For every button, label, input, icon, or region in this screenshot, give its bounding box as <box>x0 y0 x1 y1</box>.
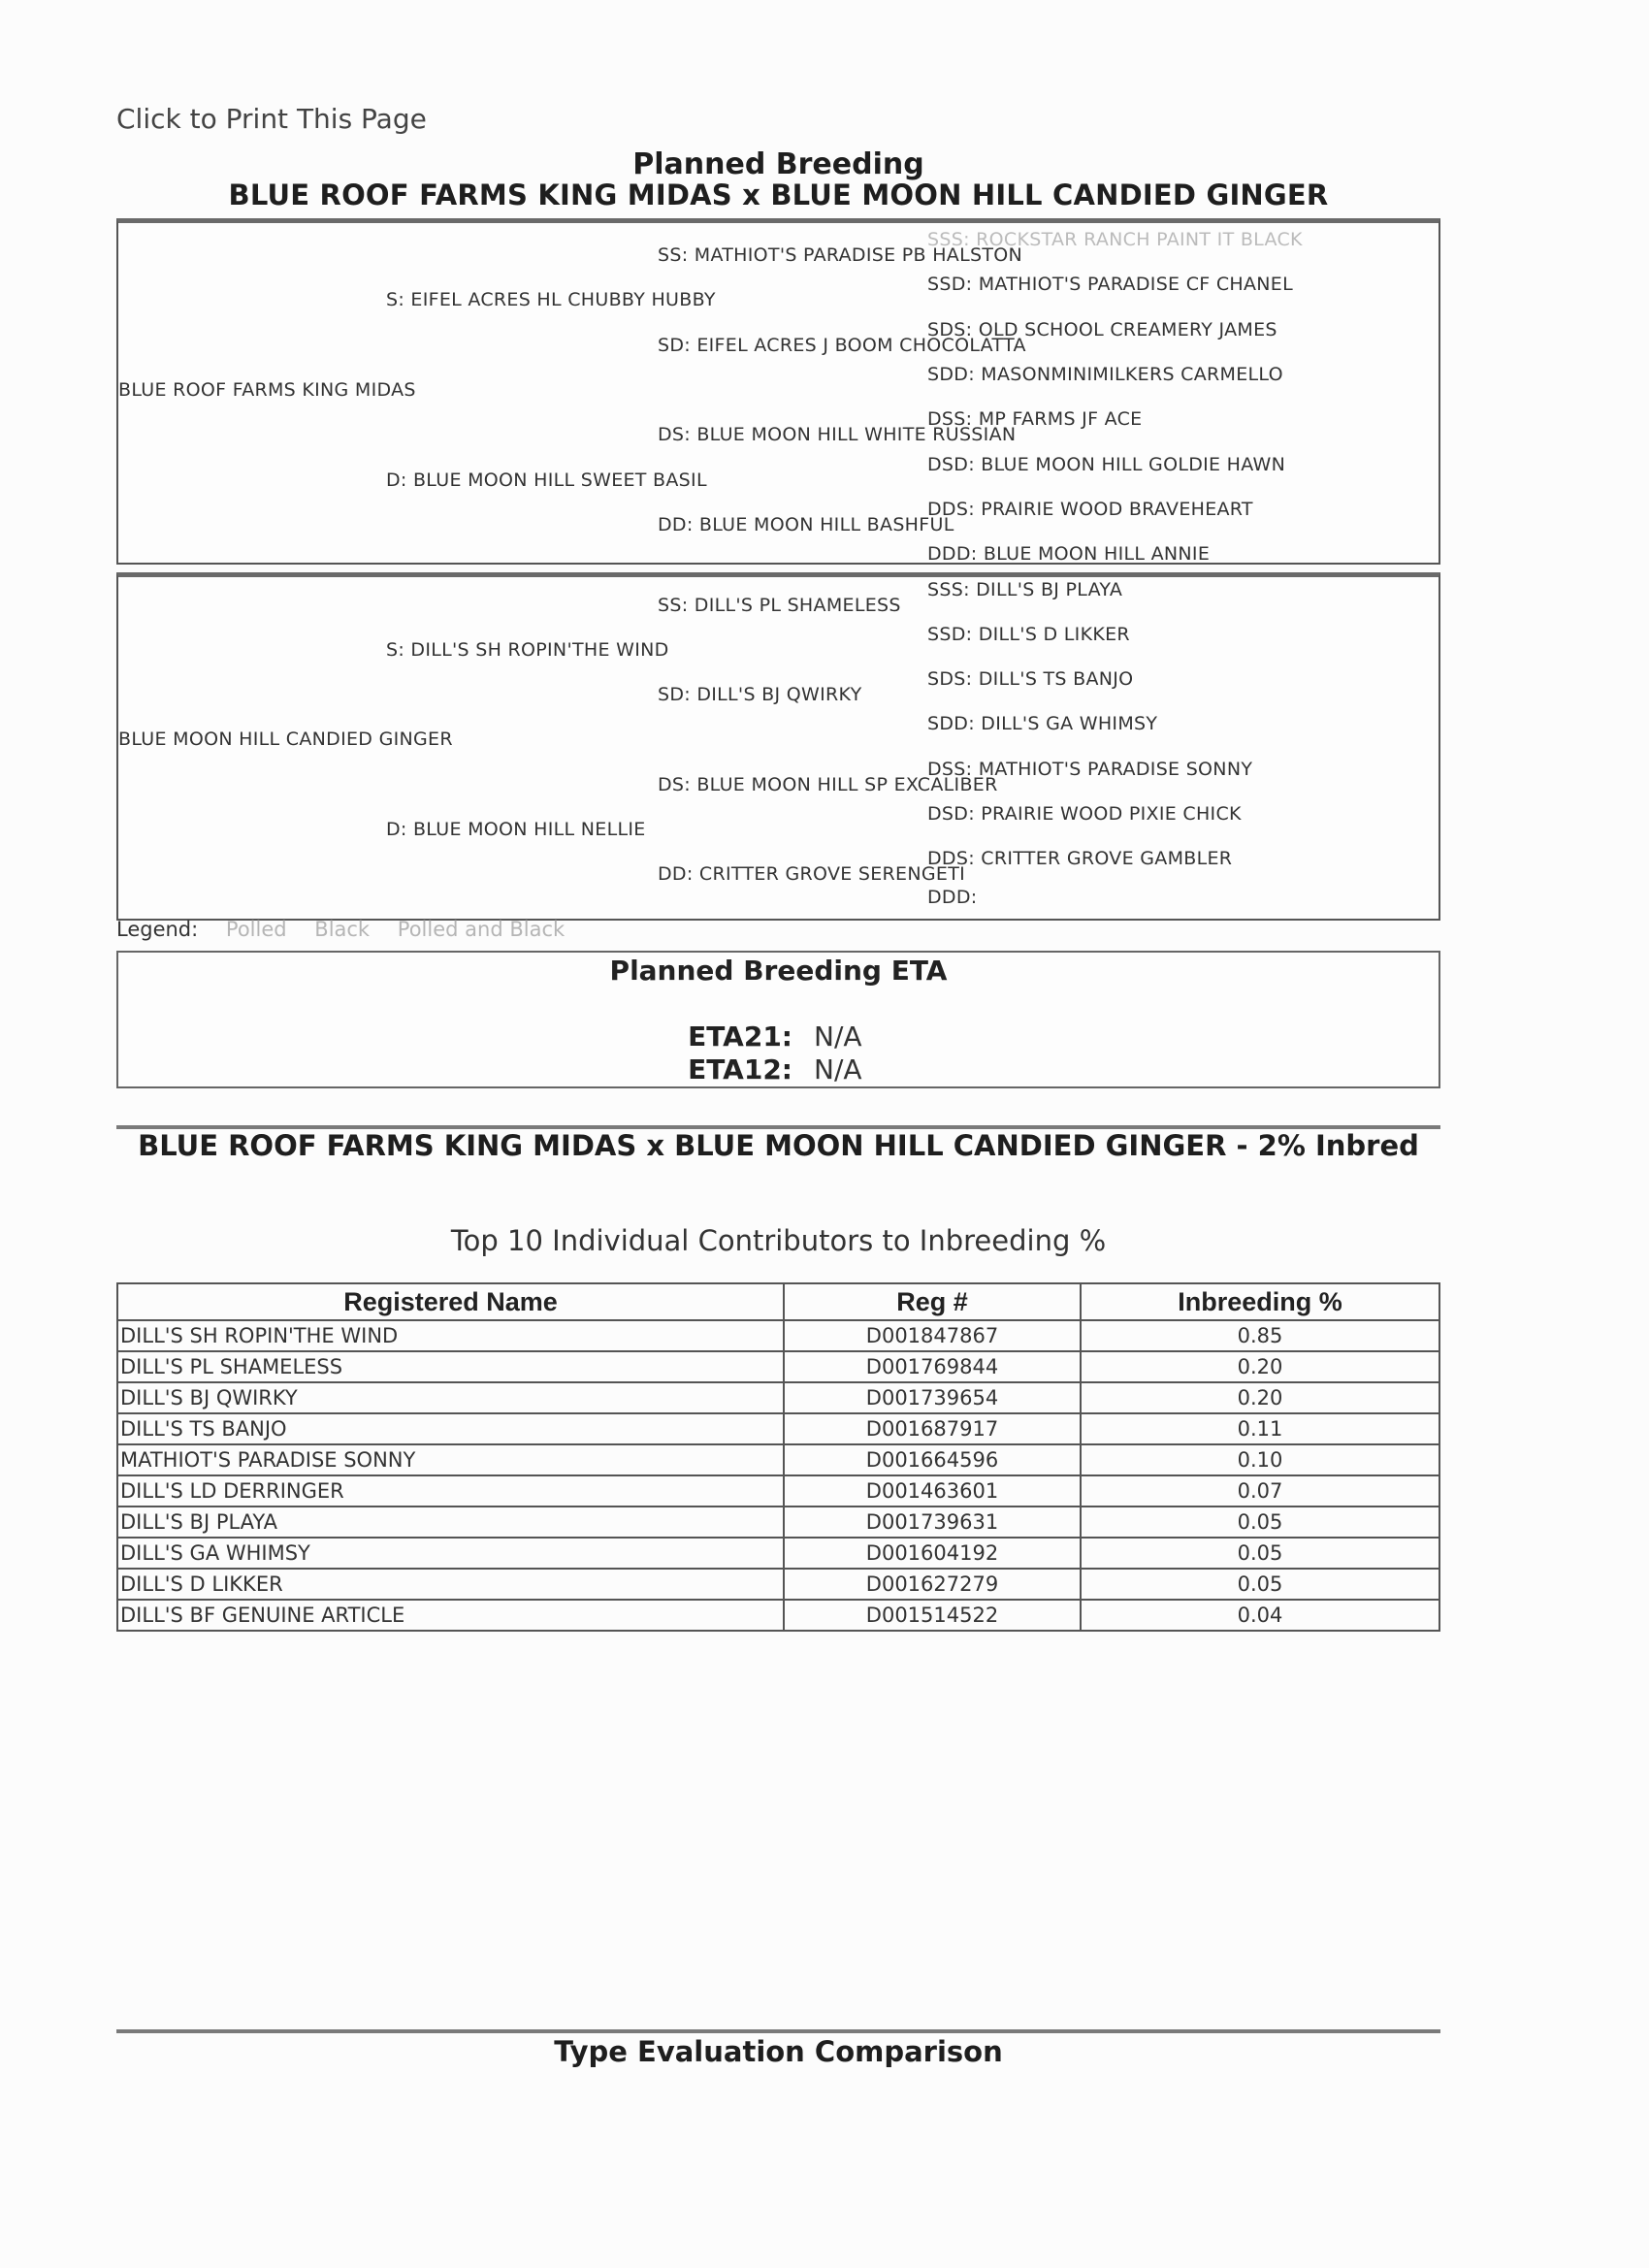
cell-pct: 0.07 <box>1081 1475 1439 1507</box>
cell-reg: D001847867 <box>784 1320 1081 1351</box>
cell-pct: 0.10 <box>1081 1444 1439 1475</box>
cell-reg: D001687917 <box>784 1413 1081 1444</box>
cell-pct: 0.20 <box>1081 1351 1439 1382</box>
cell-name: DILL'S LD DERRINGER <box>117 1475 784 1507</box>
pedigree-sds: SDS: OLD SCHOOL CREAMERY JAMES <box>927 319 1277 340</box>
pedigree-ddd: DDD: BLUE MOON HILL ANNIE <box>927 543 1211 565</box>
legend-black: Black <box>314 918 371 941</box>
pedigree-dd: DD: BLUE MOON HILL BASHFUL <box>658 514 954 535</box>
table-row <box>117 1475 1439 1507</box>
cell-reg: D001463601 <box>784 1475 1081 1507</box>
section-divider <box>116 2029 1440 2033</box>
cell-pct: 0.05 <box>1081 1569 1439 1600</box>
cell-name: DILL'S PL SHAMELESS <box>117 1351 784 1382</box>
cell-name: DILL'S BJ PLAYA <box>117 1507 784 1538</box>
legend-polled-and-black: Polled and Black <box>397 918 566 941</box>
pedigree-dsd: DSD: PRAIRIE WOOD PIXIE CHICK <box>927 803 1242 825</box>
cell-pct: 0.05 <box>1081 1538 1439 1569</box>
legend-polled: Polled <box>225 918 287 941</box>
pedigree-ds: DS: BLUE MOON HILL WHITE RUSSIAN <box>658 424 1017 445</box>
table-row <box>117 1538 1439 1569</box>
pedigree-animal: BLUE MOON HILL CANDIED GINGER <box>118 729 453 750</box>
breeding-pair-title: BLUE ROOF FARMS KING MIDAS x BLUE MOON HILL CANDIED GINGER <box>228 178 1329 211</box>
pedigree-d: D: BLUE MOON HILL SWEET BASIL <box>386 470 707 491</box>
pedigree-s: S: DILL'S SH ROPIN'THE WIND <box>386 639 669 661</box>
pedigree-dd: DD: CRITTER GROVE SERENGETI <box>658 863 966 885</box>
pedigree-sss: SSS: ROCKSTAR RANCH PAINT IT BLACK <box>927 229 1303 250</box>
cell-pct: 0.11 <box>1081 1413 1439 1444</box>
eta21-value: N/A <box>814 1021 862 1053</box>
cell-reg: D001739631 <box>784 1507 1081 1538</box>
eta-values <box>118 1021 1439 1086</box>
table-header-row <box>117 1283 1439 1320</box>
cell-pct: 0.85 <box>1081 1320 1439 1351</box>
table-row <box>117 1382 1439 1413</box>
eta12-label: ETA12: <box>688 1053 792 1085</box>
pedigree-s: S: EIFEL ACRES HL CHUBBY HUBBY <box>386 289 716 310</box>
pedigree-ss: SS: MATHIOT'S PARADISE PB HALSTON <box>658 244 1023 266</box>
legend-label: Legend: <box>116 918 199 941</box>
cell-reg: D001627279 <box>784 1569 1081 1600</box>
table-row <box>117 1600 1439 1631</box>
cell-name: DILL'S BJ QWIRKY <box>117 1382 784 1413</box>
contributors-title: Top 10 Individual Contributors to Inbreeding % <box>450 1224 1107 1257</box>
header-registered-name: Registered Name <box>117 1283 784 1320</box>
cell-reg: D001604192 <box>784 1538 1081 1569</box>
table-row <box>117 1569 1439 1600</box>
pedigree-dsd: DSD: BLUE MOON HILL GOLDIE HAWN <box>927 454 1286 475</box>
pedigree-sdd: SDD: MASONMINIMILKERS CARMELLO <box>927 364 1283 385</box>
table-row <box>117 1320 1439 1351</box>
cell-name: DILL'S GA WHIMSY <box>117 1538 784 1569</box>
dam-pedigree-box <box>116 572 1440 921</box>
inbreeding-title: BLUE ROOF FARMS KING MIDAS x BLUE MOON HILL CANDIED GINGER - 2% Inbred <box>138 1129 1419 1162</box>
cell-name: DILL'S D LIKKER <box>117 1569 784 1600</box>
cell-pct: 0.04 <box>1081 1600 1439 1631</box>
pedigree-dds: DDS: PRAIRIE WOOD BRAVEHEART <box>927 499 1253 520</box>
pedigree-ss: SS: DILL'S PL SHAMELESS <box>658 595 901 616</box>
cell-pct: 0.20 <box>1081 1382 1439 1413</box>
cell-name: MATHIOT'S PARADISE SONNY <box>117 1444 784 1475</box>
cell-name: DILL'S TS BANJO <box>117 1413 784 1444</box>
pedigree-dss: DSS: MATHIOT'S PARADISE SONNY <box>927 759 1253 780</box>
pedigree-ssd: SSD: DILL'S D LIKKER <box>927 624 1130 645</box>
eta12-value: N/A <box>814 1053 862 1085</box>
cell-pct: 0.05 <box>1081 1507 1439 1538</box>
cell-name: DILL'S SH ROPIN'THE WIND <box>117 1320 784 1351</box>
eta-title: Planned Breeding ETA <box>609 955 948 987</box>
legend <box>116 918 565 941</box>
header-reg-number: Reg # <box>784 1283 1081 1320</box>
cell-reg: D001514522 <box>784 1600 1081 1631</box>
table-row <box>117 1413 1439 1444</box>
cell-name: DILL'S BF GENUINE ARTICLE <box>117 1600 784 1631</box>
eta-box <box>116 951 1440 1088</box>
sire-pedigree-box <box>116 218 1440 565</box>
pedigree-d: D: BLUE MOON HILL NELLIE <box>386 819 646 840</box>
cell-reg: D001739654 <box>784 1382 1081 1413</box>
type-evaluation-title: Type Evaluation Comparison <box>554 2035 1003 2068</box>
cell-reg: D001769844 <box>784 1351 1081 1382</box>
table-row <box>117 1351 1439 1382</box>
pedigree-sds: SDS: DILL'S TS BANJO <box>927 668 1134 690</box>
contributors-table <box>116 1282 1440 1632</box>
table-row <box>117 1444 1439 1475</box>
pedigree-sdd: SDD: DILL'S GA WHIMSY <box>927 713 1158 734</box>
pedigree-sd: SD: EIFEL ACRES J BOOM CHOCOLATTA <box>658 335 1026 356</box>
table-row <box>117 1507 1439 1538</box>
pedigree-ssd: SSD: MATHIOT'S PARADISE CF CHANEL <box>927 274 1293 295</box>
page-title: Planned Breeding <box>632 147 924 181</box>
pedigree-animal: BLUE ROOF FARMS KING MIDAS <box>118 379 416 401</box>
cell-reg: D001664596 <box>784 1444 1081 1475</box>
pedigree-sss: SSS: DILL'S BJ PLAYA <box>927 579 1123 600</box>
pedigree-dss: DSS: MP FARMS JF ACE <box>927 408 1143 430</box>
header-inbreeding-pct: Inbreeding % <box>1081 1283 1439 1320</box>
pedigree-dds: DDS: CRITTER GROVE GAMBLER <box>927 848 1233 869</box>
pedigree-ds: DS: BLUE MOON HILL SP EXCALIBER <box>658 774 998 795</box>
pedigree-ddd: DDD: <box>927 887 978 908</box>
pedigree-sd: SD: DILL'S BJ QWIRKY <box>658 684 862 705</box>
eta21-label: ETA21: <box>688 1021 792 1053</box>
print-page-link[interactable]: Click to Print This Page <box>116 103 427 135</box>
